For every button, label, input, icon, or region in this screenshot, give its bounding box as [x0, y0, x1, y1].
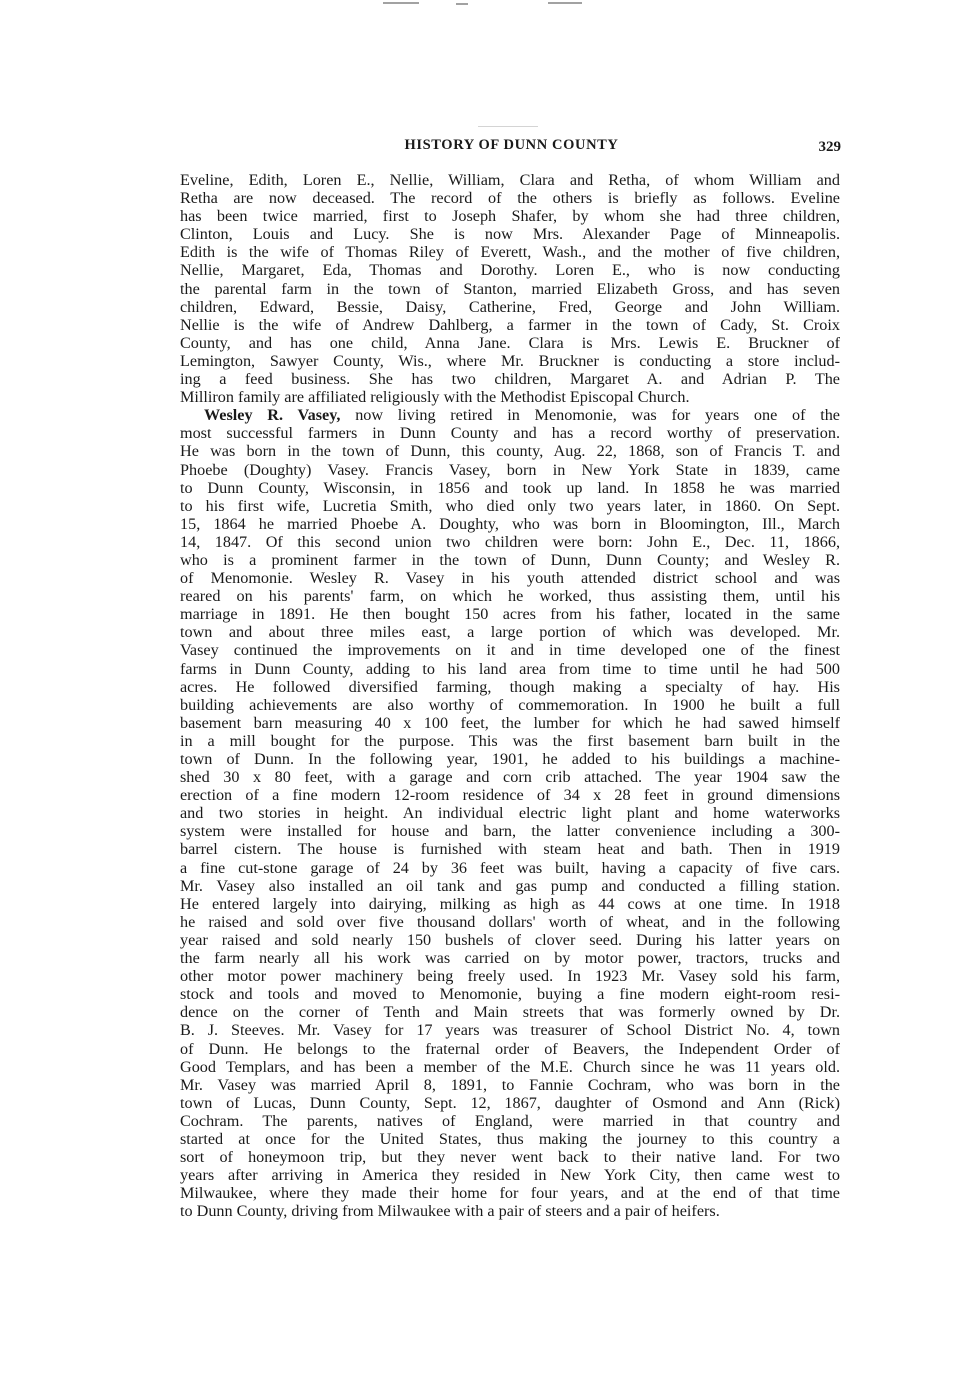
text-line: shed 30 x 80 feet, with a garage and corn crib attached. The year 1904 saw the [180, 768, 840, 787]
text-line: B. J. Steeves. Mr. Vasey for 17 years was treasurer of School District No. 4, town [180, 1021, 840, 1040]
text-line: the parental farm in the town of Stanton, married Elizabeth Gross, and has seven [180, 279, 840, 298]
text-line-rest: now living retired in Menomonie, was for years one of the [340, 406, 840, 425]
text-line: Vasey continued the improvements on it and in time developed one of the finest [180, 641, 840, 660]
text-line: Mr. Vasey was married April 8, 1891, to Fannie Cochram, who was born in the [180, 1075, 840, 1094]
text-line: and two stories in height. An individual electric light plant and home waterworks [180, 804, 840, 823]
text-line: Phoebe (Doughty) Vasey. Francis Vasey, born in New York State in 1839, came [180, 460, 840, 479]
text-line: 14, 1847. Of this second union two children were born: John E., Dec. 11, 1866, [180, 532, 840, 551]
text-line: Lemington, Sawyer County, Wis., where Mr. Bruckner is conducting a store includ- [180, 351, 840, 370]
text-line: in a mill bought for the purpose. This was the first basement barn built in the [180, 731, 840, 750]
page-header [180, 133, 843, 157]
text-line: started at once for the United States, thus making the journey to this country a [180, 1129, 840, 1148]
page-number: 329 [818, 139, 841, 155]
text-line: to Dunn County, Wisconsin, in 1856 and took up land. In 1858 he was married [180, 478, 840, 497]
text-line: stock and tools and moved to Menomonie, buying a fine modern eight-room resi- [180, 985, 840, 1004]
text-line: he raised and sold over five thousand dollars' worth of wheat, and in the following [180, 912, 840, 931]
text-line: the farm nearly all his work was carried on by motor power, tractors, trucks and [180, 949, 840, 968]
text-line: ing a feed business. She has two children, Margaret A. and Adrian P. The [180, 370, 840, 389]
text-line: of Menomonie. Wesley R. Vasey in his youth attended district school and was [180, 569, 840, 588]
scan-artifact-top [548, 2, 582, 4]
text-line: Milwaukee, where they made their home for four years, and at the end of that time [180, 1184, 840, 1203]
paragraph-wesley-vasey [180, 406, 840, 1220]
text-line: farms in Dunn County, adding to his land area from time to time until he had 500 [180, 659, 840, 678]
text-line: Cochram. The parents, natives of England, were married in that country and [180, 1111, 840, 1130]
text-line: of Dunn. He belongs to the fraternal order of Beavers, the Independent Order of [180, 1039, 840, 1058]
text-line: dence on the corner of Tenth and Main streets that was formerly owned by Dr. [180, 1003, 840, 1022]
scan-artifact-top [456, 3, 468, 5]
text-line: system were installed for house and barn, the latter convenience including a 300- [180, 822, 840, 841]
biography-subject-name: Wesley R. Vasey, [204, 406, 341, 425]
text-line: Milliron family are affiliated religiously with the Methodist Episcopal Church. [180, 388, 690, 407]
text-line: acres. He followed diversified farming, though making a specialty of hay. His [180, 677, 840, 696]
text-line: most successful farmers in Dunn County and has a record worthy of preservation. [180, 424, 840, 443]
text-line-first [180, 406, 840, 424]
text-line: Edith is the wife of Thomas Riley of Everett, Wash., and the mother of five children, [180, 243, 840, 262]
text-line: Retha are now deceased. The record of the others is briefly as follows. Eveline [180, 189, 840, 208]
text-line: children, Edward, Bessie, Daisy, Catherine, Fred, George and John William. [180, 297, 840, 316]
text-line: County, and has one child, Anna Jane. Clara is Mrs. Lewis E. Bruckner of [180, 333, 840, 352]
text-line: has been twice married, first to Joseph Shafer, by whom she had three children, [180, 207, 840, 226]
text-line: other motor power machinery being freely used. In 1923 Mr. Vasey sold his farm, [180, 967, 840, 986]
text-line: town of Dunn. In the following year, 1901, he added to his buildings a machine- [180, 750, 840, 768]
text-line: to Dunn County, driving from Milwaukee with a pair of steers and a pair of heifers. [180, 1202, 720, 1221]
text-line: year raised and sold nearly 150 bushels of clover seed. During his latter years on [180, 930, 840, 949]
paragraph-milliron-family [180, 171, 840, 406]
text-line: erection of a fine modern 12-room residence of 34 x 28 feet in ground dimensions [180, 786, 840, 805]
text-line: who is a prominent farmer in the town of Dunn, Dunn County; and Wesley R. [180, 550, 840, 569]
body-text [180, 171, 840, 1220]
text-line: Nellie is the wife of Andrew Dahlberg, a farmer in the town of Cady, St. Croix [180, 315, 840, 334]
scan-artifact-top [383, 2, 419, 4]
text-line: basement barn measuring 40 x 100 feet, the lumber for which he had sawed himself [180, 713, 840, 732]
text-line: Good Templars, and has been a member of the M.E. Church since he was 11 years old. [180, 1057, 840, 1076]
text-line: Nellie, Margaret, Eda, Thomas and Dorothy. Loren E., who is now conducting [180, 261, 840, 280]
text-line: marriage in 1891. He then bought 150 acres from his father, located in the same [180, 605, 840, 624]
text-line: Eveline, Edith, Loren E., Nellie, William, Clara and Retha, of whom William and [180, 171, 840, 189]
scan-artifact-smudge [478, 126, 538, 127]
text-line: town of Lucas, Dunn County, Sept. 12, 1867, daughter of Osmond and Ann (Rick) [180, 1093, 840, 1112]
text-line: Mr. Vasey also installed an oil tank and gas pump and conducted a filling station. [180, 876, 840, 895]
text-line: years after arriving in America they resided in New York City, then came west to [180, 1166, 840, 1185]
text-line: sort of honeymoon trip, but they never went back to their native land. For two [180, 1148, 840, 1167]
text-line: to his first wife, Lucretia Smith, who died only two years later, in 1860. On Sept. [180, 496, 840, 515]
text-line: Clinton, Louis and Lucy. She is now Mrs. Alexander Page of Minneapolis. [180, 225, 840, 244]
text-line: reared on his parents' farm, on which he worked, thus assisting them, until his [180, 587, 840, 606]
text-line: 15, 1864 he married Phoebe A. Doughty, who was born in Bloomington, Ill., March [180, 514, 840, 533]
text-line: building achievements are also worthy of commemoration. In 1900 he built a full [180, 695, 840, 714]
text-line: He was born in the town of Dunn, this county, Aug. 22, 1868, son of Francis T. and [180, 442, 840, 461]
running-head: HISTORY OF DUNN COUNTY [404, 137, 619, 153]
text-line: barrel cistern. The house is furnished with steam heat and bath. Then in 1919 [180, 840, 840, 859]
text-line: He entered largely into dairying, milking as high as 44 cows at one time. In 1918 [180, 894, 840, 913]
text-line: town and about three miles east, a large portion of which was developed. Mr. [180, 623, 840, 642]
text-line: a fine cut-stone garage of 24 by 36 feet was built, having a capacity of five cars. [180, 858, 840, 877]
